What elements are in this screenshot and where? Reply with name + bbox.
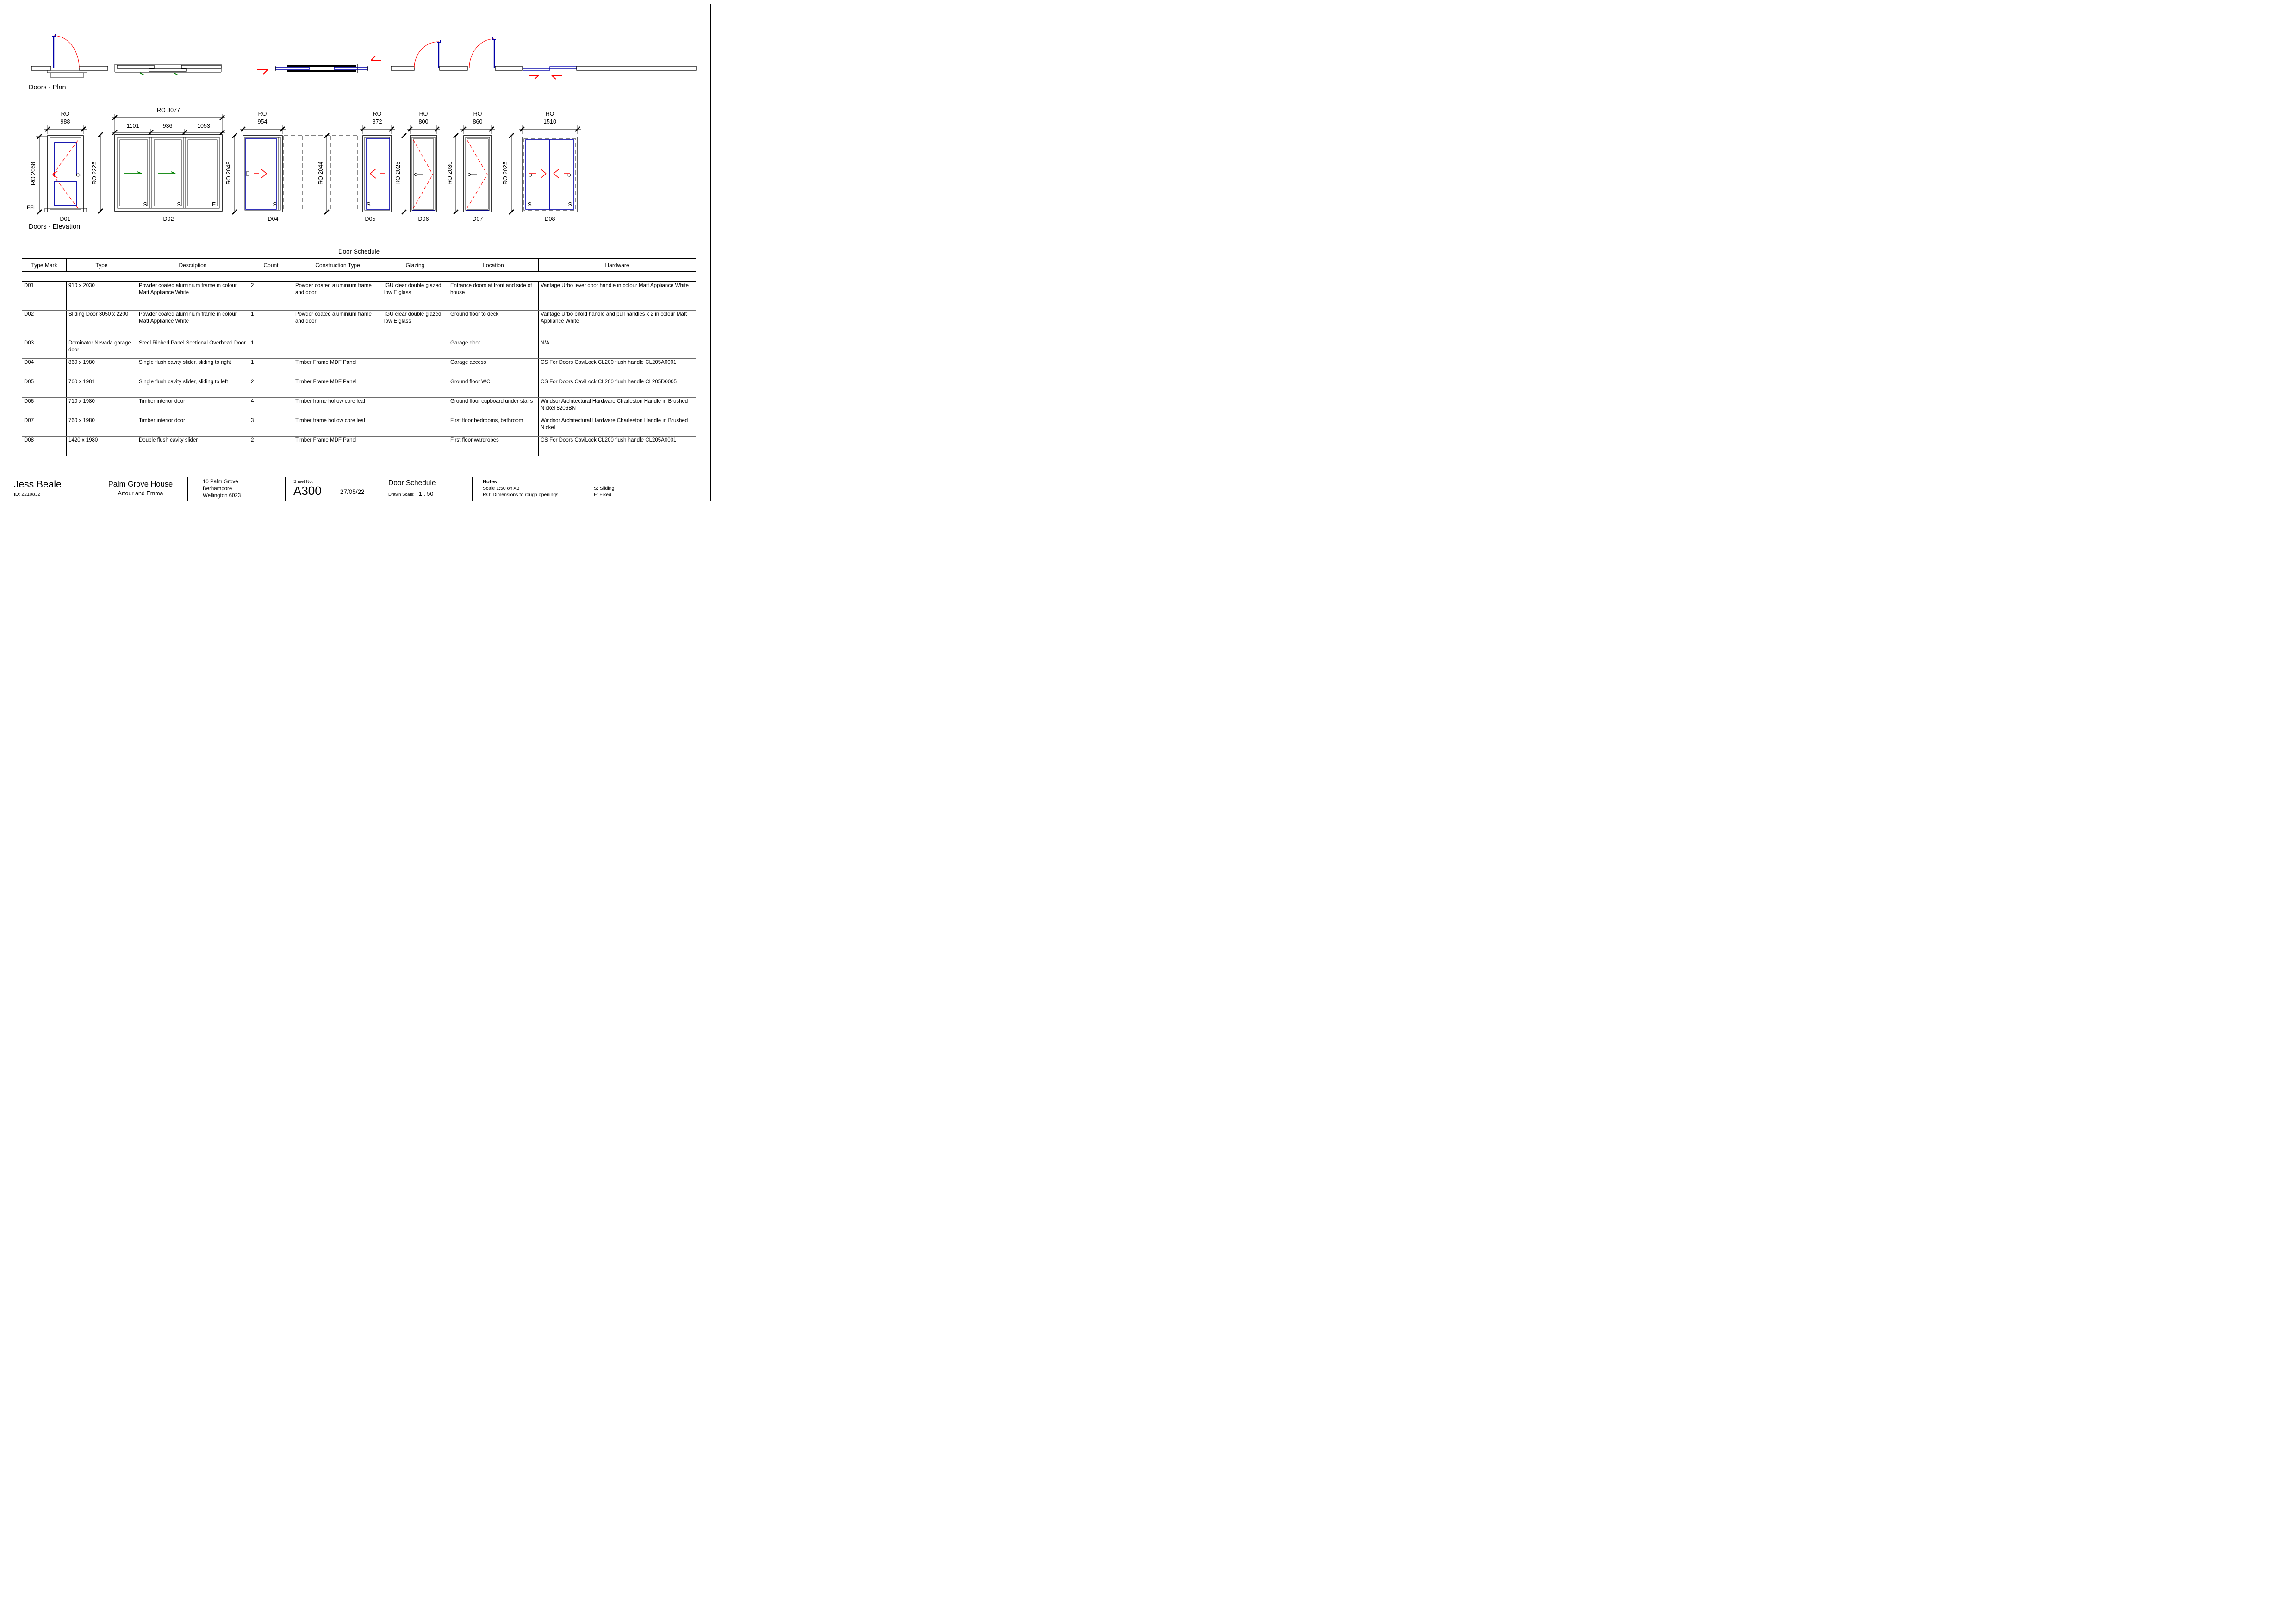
column-header: Type Mark [22, 259, 67, 272]
slide-arrow-icon [124, 172, 175, 174]
dim-ro-height: RO 2048 [225, 161, 232, 185]
notes-title: Notes [483, 479, 497, 485]
table-row [22, 339, 696, 359]
table-cell: 760 x 1980 [67, 417, 137, 437]
table-cell: 1 [249, 311, 293, 339]
table-row [22, 398, 696, 417]
column-header: Glazing [382, 259, 448, 272]
slide-arrow-icon [370, 169, 385, 178]
view-arrow-icon [257, 70, 268, 74]
table-cell: D03 [22, 339, 67, 359]
panel-type-letter: S [143, 201, 147, 208]
table-cell: Windsor Architectural Hardware Charleston Handle in Brushed Nickel 8206BN [539, 398, 696, 417]
schedule-rows [22, 282, 696, 456]
column-header: Hardware [539, 259, 696, 272]
drawn-scale-label: Drawn Scale: [388, 492, 415, 497]
slide-arrow-icon [529, 75, 562, 79]
slide-arrow-icon [131, 73, 178, 75]
table-cell: IGU clear double glazed low E glass [382, 311, 448, 339]
slide-arrow-icon [254, 169, 267, 178]
panel-type-letter: F [212, 201, 216, 208]
flush-handle-icon [247, 171, 249, 176]
door-mark-label: D01 [60, 216, 71, 222]
dim-ro-width: RO [258, 111, 267, 117]
table-cell [382, 398, 448, 417]
table-row [22, 437, 696, 456]
d01-plan-symbol [31, 34, 108, 78]
titleblock-notes-cell [472, 477, 711, 501]
ffl-label: FFL [27, 205, 37, 211]
table-cell: Timber interior door [137, 398, 249, 417]
table-cell: 4 [249, 398, 293, 417]
d03-dashed-opening [284, 133, 358, 214]
panel-type-letter: S [568, 201, 572, 208]
flush-pull-icon [529, 174, 532, 176]
table-cell: Timber interior door [137, 417, 249, 437]
titleblock-author-cell [4, 477, 93, 501]
panel-type-letter: S [528, 201, 532, 208]
legend-sliding: S: Sliding [594, 486, 615, 491]
svg-text:1510: 1510 [543, 119, 556, 125]
table-cell: Steel Ribbed Panel Sectional Overhead Door [137, 339, 249, 359]
door-mark-label: D08 [544, 216, 555, 222]
table-cell: CS For Doors CaviLock CL200 flush handle CL205D0005 [539, 378, 696, 398]
address-line: Wellington 6023 [203, 493, 241, 499]
dim-ro-width: RO [545, 111, 554, 117]
titleblock-sheet-cell [285, 477, 472, 501]
d02-plan-symbol [115, 64, 221, 75]
schedule-header-row [22, 259, 696, 272]
table-cell: D04 [22, 359, 67, 378]
table-cell: CS For Doors CaviLock CL200 flush handle CL205A0001 [539, 359, 696, 378]
table-cell: Timber frame hollow core leaf [293, 398, 382, 417]
door-handle-icon [76, 174, 80, 176]
project-name: Palm Grove House [108, 480, 173, 488]
sheet-title: Door Schedule [388, 479, 436, 487]
flush-pull-icon [568, 174, 571, 176]
d02-elevation [91, 107, 225, 222]
table-cell: 2 [249, 437, 293, 456]
table-cell: Single flush cavity slider, sliding to right [137, 359, 249, 378]
table-cell: Ground floor to deck [448, 311, 539, 339]
table-cell: Ground floor WC [448, 378, 539, 398]
d07-elevation [447, 111, 495, 222]
table-cell: Powder coated aluminium frame in colour Matt Appliance White [137, 282, 249, 311]
titleblock-address-cell [187, 477, 285, 501]
table-cell: Dominator Nevada garage door [67, 339, 137, 359]
d07-plan-symbol [469, 37, 522, 71]
column-header: Construction Type [293, 259, 382, 272]
doors-elevation-drawing [22, 107, 696, 231]
table-cell: Double flush cavity slider [137, 437, 249, 456]
dim-ro-width: RO [61, 111, 70, 117]
table-cell: D06 [22, 398, 67, 417]
schedule-header-table [22, 244, 696, 272]
table-cell: Timber Frame MDF Panel [293, 437, 382, 456]
d06-plan-symbol [391, 40, 467, 71]
table-cell: Powder coated aluminium frame in colour Matt Appliance White [137, 311, 249, 339]
d04-elevation [225, 111, 286, 222]
table-cell: Vantage Urbo lever door handle in colour Matt Appliance White [539, 282, 696, 311]
column-header: Type [67, 259, 137, 272]
table-cell: Timber Frame MDF Panel [293, 378, 382, 398]
address-line: Berhampore [203, 486, 232, 492]
drawn-scale-value: 1 : 50 [419, 491, 434, 497]
table-cell: D01 [22, 282, 67, 311]
table-cell: Timber Frame MDF Panel [293, 359, 382, 378]
table-cell: First floor wardrobes [448, 437, 539, 456]
table-cell: 710 x 1980 [67, 398, 137, 417]
schedule-body-table [22, 281, 696, 456]
note-line: RO: Dimensions to rough openings [483, 492, 559, 498]
dim-ro-height: RO 2025 [502, 161, 509, 185]
table-cell: IGU clear double glazed low E glass [382, 282, 448, 311]
table-cell: Ground floor cupboard under stairs [448, 398, 539, 417]
door-mark-label: D06 [418, 216, 429, 222]
wall-segment [577, 66, 696, 70]
table-cell: Powder coated aluminium frame and door [293, 282, 382, 311]
table-row [22, 378, 696, 398]
table-cell [382, 359, 448, 378]
client-name: Artour and Emma [118, 490, 163, 497]
table-cell: Powder coated aluminium frame and door [293, 311, 382, 339]
table-cell: Single flush cavity slider, sliding to left [137, 378, 249, 398]
d06-elevation [395, 111, 440, 222]
table-cell: Vantage Urbo bifold handle and pull handles x 2 in colour Matt Appliance White [539, 311, 696, 339]
table-cell [293, 339, 382, 359]
schedule-title: Door Schedule [22, 244, 696, 259]
table-cell: 3 [249, 417, 293, 437]
table-row [22, 417, 696, 437]
svg-text:1101: 1101 [126, 123, 139, 129]
door-mark-label: D05 [365, 216, 376, 222]
drawing-sheet [0, 0, 716, 506]
table-cell: Garage door [448, 339, 539, 359]
dim-ro-height: RO 2025 [395, 161, 401, 185]
dim-ro-width: RO [473, 111, 482, 117]
title-block [4, 477, 711, 501]
column-header: Count [249, 259, 293, 272]
sheet-number: A300 [293, 484, 322, 498]
table-cell: 1 [249, 359, 293, 378]
table-cell: CS For Doors CaviLock CL200 flush handle CL205A0001 [539, 437, 696, 456]
table-cell: D05 [22, 378, 67, 398]
author-id: ID: 2210832 [14, 492, 41, 497]
svg-text:800: 800 [418, 119, 429, 125]
dim-ro-height: RO 2044 [317, 161, 324, 185]
dim-ro-width: RO [373, 111, 382, 117]
address-line: 10 Palm Grove [203, 479, 238, 485]
dim-ro-height: RO 2068 [30, 162, 37, 186]
table-cell: 910 x 2030 [67, 282, 137, 311]
lever-handle-icon [414, 173, 423, 175]
panel-type-letter: S [367, 201, 371, 208]
dim-ro-height: RO 2225 [91, 161, 98, 185]
elevation-section-label: Doors - Elevation [29, 223, 81, 231]
table-cell: Entrance doors at front and side of house [448, 282, 539, 311]
table-cell: 1420 x 1980 [67, 437, 137, 456]
table-cell: Sliding Door 3050 x 2200 [67, 311, 137, 339]
table-cell [382, 378, 448, 398]
table-row [22, 282, 696, 311]
d08-elevation [502, 111, 581, 222]
d08-plan-symbol [523, 67, 577, 79]
sheet-date: 27/05/22 [340, 488, 365, 495]
view-arrow-icon [371, 56, 381, 60]
table-row [22, 311, 696, 339]
table-cell: 760 x 1981 [67, 378, 137, 398]
svg-text:988: 988 [60, 119, 70, 125]
table-cell [382, 437, 448, 456]
d05-elevation [360, 111, 395, 222]
dim-ro-width: RO [419, 111, 428, 117]
panel-type-letter: S [177, 201, 181, 208]
d01-elevation [30, 111, 87, 222]
table-cell: Timber frame hollow core leaf [293, 417, 382, 437]
table-cell: D07 [22, 417, 67, 437]
dim-ro-height: RO 2030 [447, 161, 453, 185]
sheet-no-label: Sheet No: [293, 479, 313, 484]
table-cell: 860 x 1980 [67, 359, 137, 378]
table-cell: N/A [539, 339, 696, 359]
panel-type-letter: S [273, 201, 277, 208]
svg-text:1053: 1053 [197, 123, 210, 129]
table-cell: First floor bedrooms, bathroom [448, 417, 539, 437]
table-cell: D08 [22, 437, 67, 456]
cavity-slider-plan-symbol [275, 64, 368, 73]
doors-plan-drawing [29, 34, 696, 92]
table-row [22, 359, 696, 378]
titleblock-project-cell [93, 477, 187, 501]
door-mark-label: D07 [472, 216, 483, 222]
column-header: Description [137, 259, 249, 272]
lever-handle-icon [468, 173, 477, 175]
svg-text:860: 860 [473, 119, 483, 125]
plan-section-label: Doors - Plan [29, 84, 66, 91]
door-mark-label: D02 [163, 216, 174, 222]
table-cell: Garage access [448, 359, 539, 378]
table-cell: D02 [22, 311, 67, 339]
column-header: Location [448, 259, 539, 272]
legend-fixed: F: Fixed [594, 492, 611, 498]
table-cell: Windsor Architectural Hardware Charleston Handle in Brushed Nickel [539, 417, 696, 437]
table-cell [382, 417, 448, 437]
svg-text:954: 954 [257, 119, 268, 125]
table-cell [382, 339, 448, 359]
table-cell: 2 [249, 378, 293, 398]
svg-text:872: 872 [372, 119, 382, 125]
author-name: Jess Beale [14, 479, 62, 490]
table-cell: 2 [249, 282, 293, 311]
svg-text:936: 936 [162, 123, 173, 129]
note-line: Scale 1:50 on A3 [483, 486, 520, 491]
door-mark-label: D04 [268, 216, 279, 222]
dim-ro-width: RO 3077 [156, 107, 180, 113]
table-cell: 1 [249, 339, 293, 359]
